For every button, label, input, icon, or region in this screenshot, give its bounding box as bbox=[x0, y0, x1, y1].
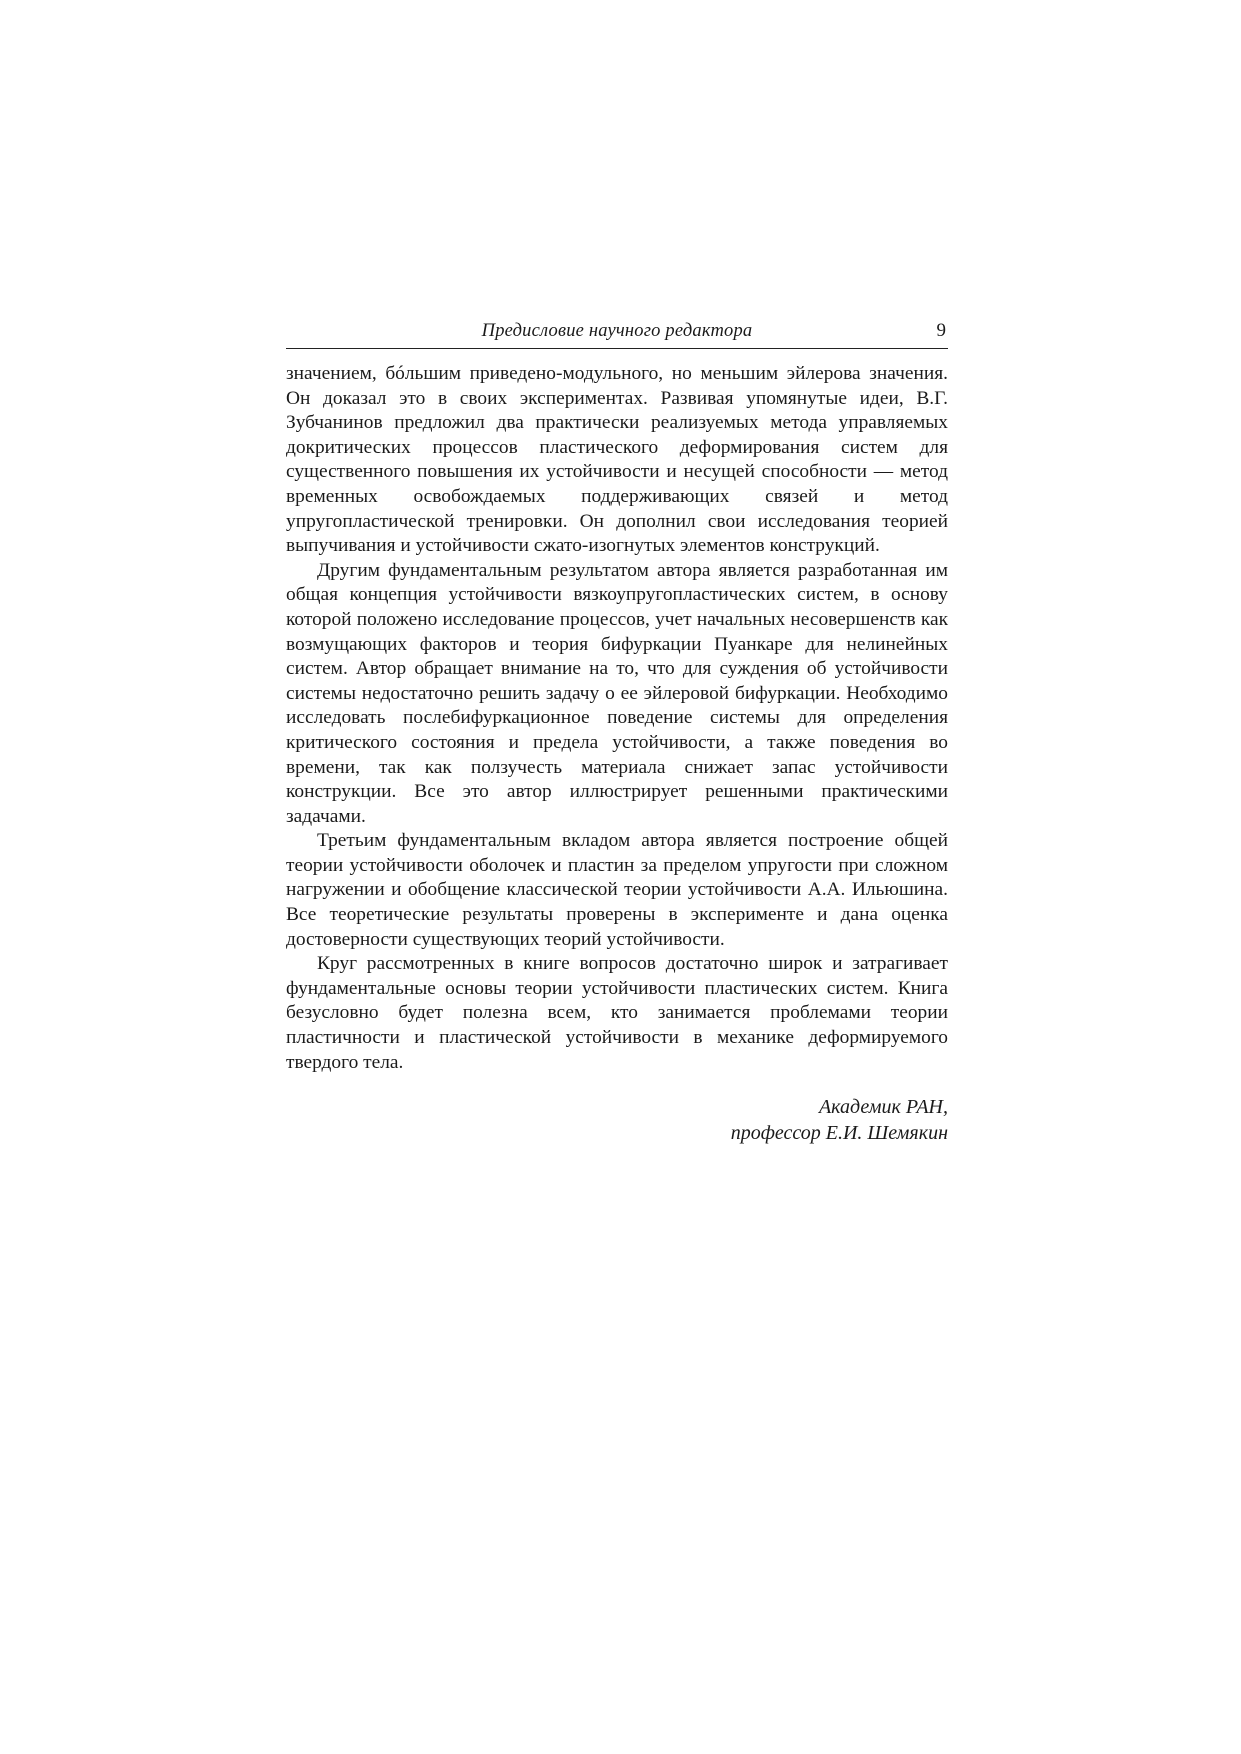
body-text bbox=[286, 362, 948, 1075]
signature-block bbox=[286, 1094, 948, 1146]
paragraph-continued: значением, бóльшим приведено-модульного, но меньшим эйлерова значения. Он доказал это в своих экспериментах. Развивая упомянутые идеи, В.Г. Зубчанинов предложил два практически реализуемых метода управляемых докритических процессов пластического деформирования систем для существенного повышения их устойчивости и несущей способности — метод временных освобождаемых поддерживающих связей и метод упругопластической тренировки. Он дополнил свои исследования теорией выпучивания и устойчивости сжато-изогнутых элементов конструкций. bbox=[286, 363, 948, 557]
page-number: 9 bbox=[936, 320, 946, 341]
paragraph: Другим фундаментальным результатом автора является разработанная им общая концепция устойчивости вязкоупругопластических систем, в основу которой положено исследование процессов, учет начальных несовершенств как возмущающих факторов и теория бифуркации Пуанкаре для нелинейных систем. Автор обращает внимание на то, что для суждения об устойчивости системы недостаточно решить задачу о ее эйлеровой бифуркации. Необходимо исследовать послебифуркационное поведение системы для определения критического состояния и предела устойчивости, а также поведения во времени, так как ползучесть материала снижает запас устойчивости конструкции. Все это автор иллюстрирует решенными практическими задачами. bbox=[286, 559, 948, 827]
signature-title: Академик РАН, bbox=[818, 1096, 948, 1118]
paragraph: Круг рассмотренных в книге вопросов достаточно широк и затрагивает фундаментальные основы теории устойчивости пластических систем. Книга безусловно будет полезна всем, кто занимается проблемами теории пластичности и пластической устойчивости в механике деформируемого твердого тела. bbox=[286, 953, 948, 1073]
signature-name: профессор Е.И. Шемякин bbox=[730, 1122, 948, 1144]
running-header bbox=[286, 318, 948, 349]
paragraph: Третьим фундаментальным вкладом автора является построение общей теории устойчивости оболочек и пластин за пределом упругости при сложном нагружении и обобщение классической теории устойчивости А.А. Ильюшина. Все теоретические результаты проверены в эксперименте и дана оценка достоверности существующих теорий устойчивости. bbox=[286, 830, 948, 950]
running-title: Предисловие научного редактора bbox=[481, 321, 753, 341]
